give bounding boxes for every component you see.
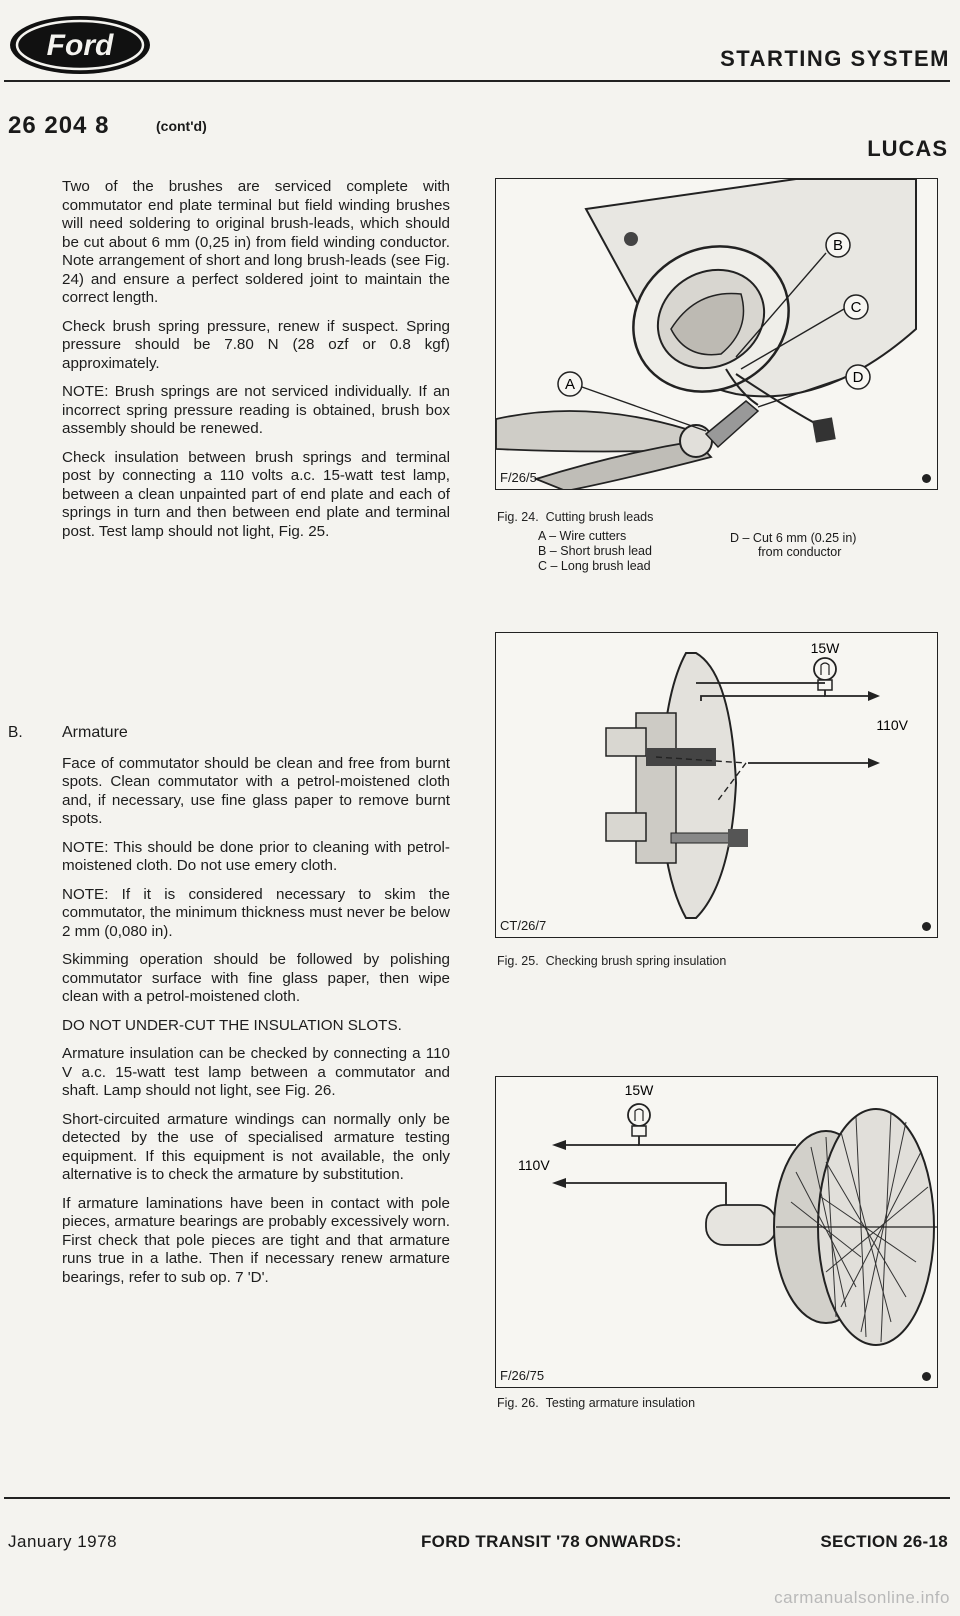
footer-date: January 1978 — [8, 1532, 118, 1551]
paragraph: NOTE: This should be done prior to cleaning with petrol-moistened cloth. Do not use emery cloth. — [62, 838, 450, 874]
label-a: A — [564, 376, 576, 393]
legend-item-a: A – Wire cutters — [538, 529, 627, 543]
legend-item-d-continued: from conductor — [758, 545, 842, 559]
caption-number: Fig. 24. — [497, 510, 539, 524]
paragraph: Skimming operation should be followed by polishing commutator surface with fine glass paper, then wipe clean with a petrol-moistened cloth. — [62, 951, 450, 1005]
paragraph: Armature insulation can be checked by connecting a 110 V a.c. 15-watt test lamp between a commutator and shaft. Lamp should not light, see Fig. 26. — [62, 1045, 450, 1099]
left-column-top — [62, 178, 450, 551]
label-b: B — [832, 237, 844, 254]
paragraph: NOTE: If it is considered necessary to skim the commutator, the minimum thickness must never be below 2 mm (0,080 in). — [62, 885, 450, 940]
figure-24-legend-d — [730, 531, 856, 559]
paragraph: NOTE: Brush springs are not serviced individually. If an incorrect spring pressure reading is obtained, brush box assembly should be renewed. — [62, 383, 450, 437]
caption-text: Testing armature insulation — [545, 1396, 696, 1410]
label-d: D — [852, 369, 864, 386]
figure-reference: CT/26/7 — [500, 918, 547, 933]
paragraph: If armature laminations have been in contact with pole pieces, armature bearings are probably excessively worn. First check that pole pieces are tight and that armature runs true in a lathe. Then if necessary renew armature bearings, refer to sub op. 7 'D'. — [62, 1194, 450, 1286]
figure-24-caption — [497, 510, 653, 524]
watermark: carmanualsonline.info — [774, 1588, 950, 1607]
figure-marker-dot — [922, 1372, 931, 1381]
footer-rule — [4, 1497, 950, 1499]
operation-code: 26 204 8 — [8, 112, 110, 139]
figure-reference: F/26/5 — [500, 470, 537, 485]
paragraph: Two of the brushes are serviced complete with commutator end plate terminal but field winding brushes will need soldering to original brush-leads, which should be cut about 6 mm (0,25 in) from field winding conductor. Note arrangement of short and long brush-leads (see Fig. 24) and ensure a perfect soldered joint to maintain the correct length. — [62, 178, 450, 306]
armature-insulation-diagram — [496, 1077, 938, 1388]
lamp-label: 15W — [810, 640, 840, 656]
figure-marker-dot — [922, 922, 931, 931]
paragraph: DO NOT UNDER-CUT THE INSULATION SLOTS. — [62, 1016, 402, 1034]
figure-24-legend — [538, 529, 652, 574]
lamp-label: 15W — [624, 1082, 654, 1098]
cutting-brush-leads-illustration — [496, 179, 938, 490]
paragraph: Short-circuited armature windings can normally only be detected by the use of specialised armature testing equipment. If this equipment is not available, the only alternative is to check the armature by substitution. — [62, 1110, 450, 1183]
figure-26 — [495, 1076, 938, 1388]
paragraph: Face of commutator should be clean and free from burnt spots. Clean commutator with a petrol-moistened cloth and, if necessary, use fine glass paper to remove burnt spots. — [62, 754, 450, 827]
ford-logo — [8, 14, 152, 76]
label-c: C — [850, 299, 862, 316]
legend-item-c: C – Long brush lead — [538, 559, 651, 573]
caption-text: Checking brush spring insulation — [545, 954, 727, 968]
figure-marker-dot — [922, 474, 931, 483]
section-title: STARTING SYSTEM — [720, 46, 950, 71]
left-column-armature — [62, 724, 450, 1297]
section-b-label: B. — [8, 724, 23, 741]
ford-logo-text: Ford — [46, 29, 114, 62]
figure-reference: F/26/75 — [500, 1368, 545, 1383]
footer-manual-title: FORD TRANSIT '78 ONWARDS: — [421, 1532, 682, 1551]
legend-item-b: B – Short brush lead — [538, 544, 652, 558]
figure-26-caption — [497, 1396, 695, 1410]
paragraph: Check insulation between brush springs and terminal post by connecting a 110 volts a.c. 15-watt test lamp, between a clean unpainted part of end plate and each of springs in turn and then between end plate and terminal post. Test lamp should not light, Fig. 25. — [62, 448, 450, 540]
voltage-label: 110V — [518, 1157, 550, 1173]
voltage-label: 110V — [876, 717, 908, 733]
figure-24 — [495, 178, 938, 490]
footer-section-number: SECTION 26-18 — [820, 1532, 948, 1551]
figure-25 — [495, 632, 938, 938]
caption-text: Cutting brush leads — [545, 510, 654, 524]
paragraph: Check brush spring pressure, renew if suspect. Spring pressure should be 7.80 N (28 ozf or 0.8 kgf) approximately. — [62, 317, 450, 372]
brand-heading: LUCAS — [867, 136, 948, 161]
caption-number: Fig. 26. — [497, 1396, 539, 1410]
legend-item-d: D – Cut 6 mm (0.25 in) — [730, 531, 857, 545]
section-b-title: Armature — [62, 724, 128, 741]
operation-continued: (cont'd) — [156, 118, 207, 134]
figure-25-caption — [497, 954, 726, 968]
caption-number: Fig. 25. — [497, 954, 539, 968]
brush-spring-insulation-diagram — [496, 633, 938, 938]
header-rule — [4, 80, 950, 82]
